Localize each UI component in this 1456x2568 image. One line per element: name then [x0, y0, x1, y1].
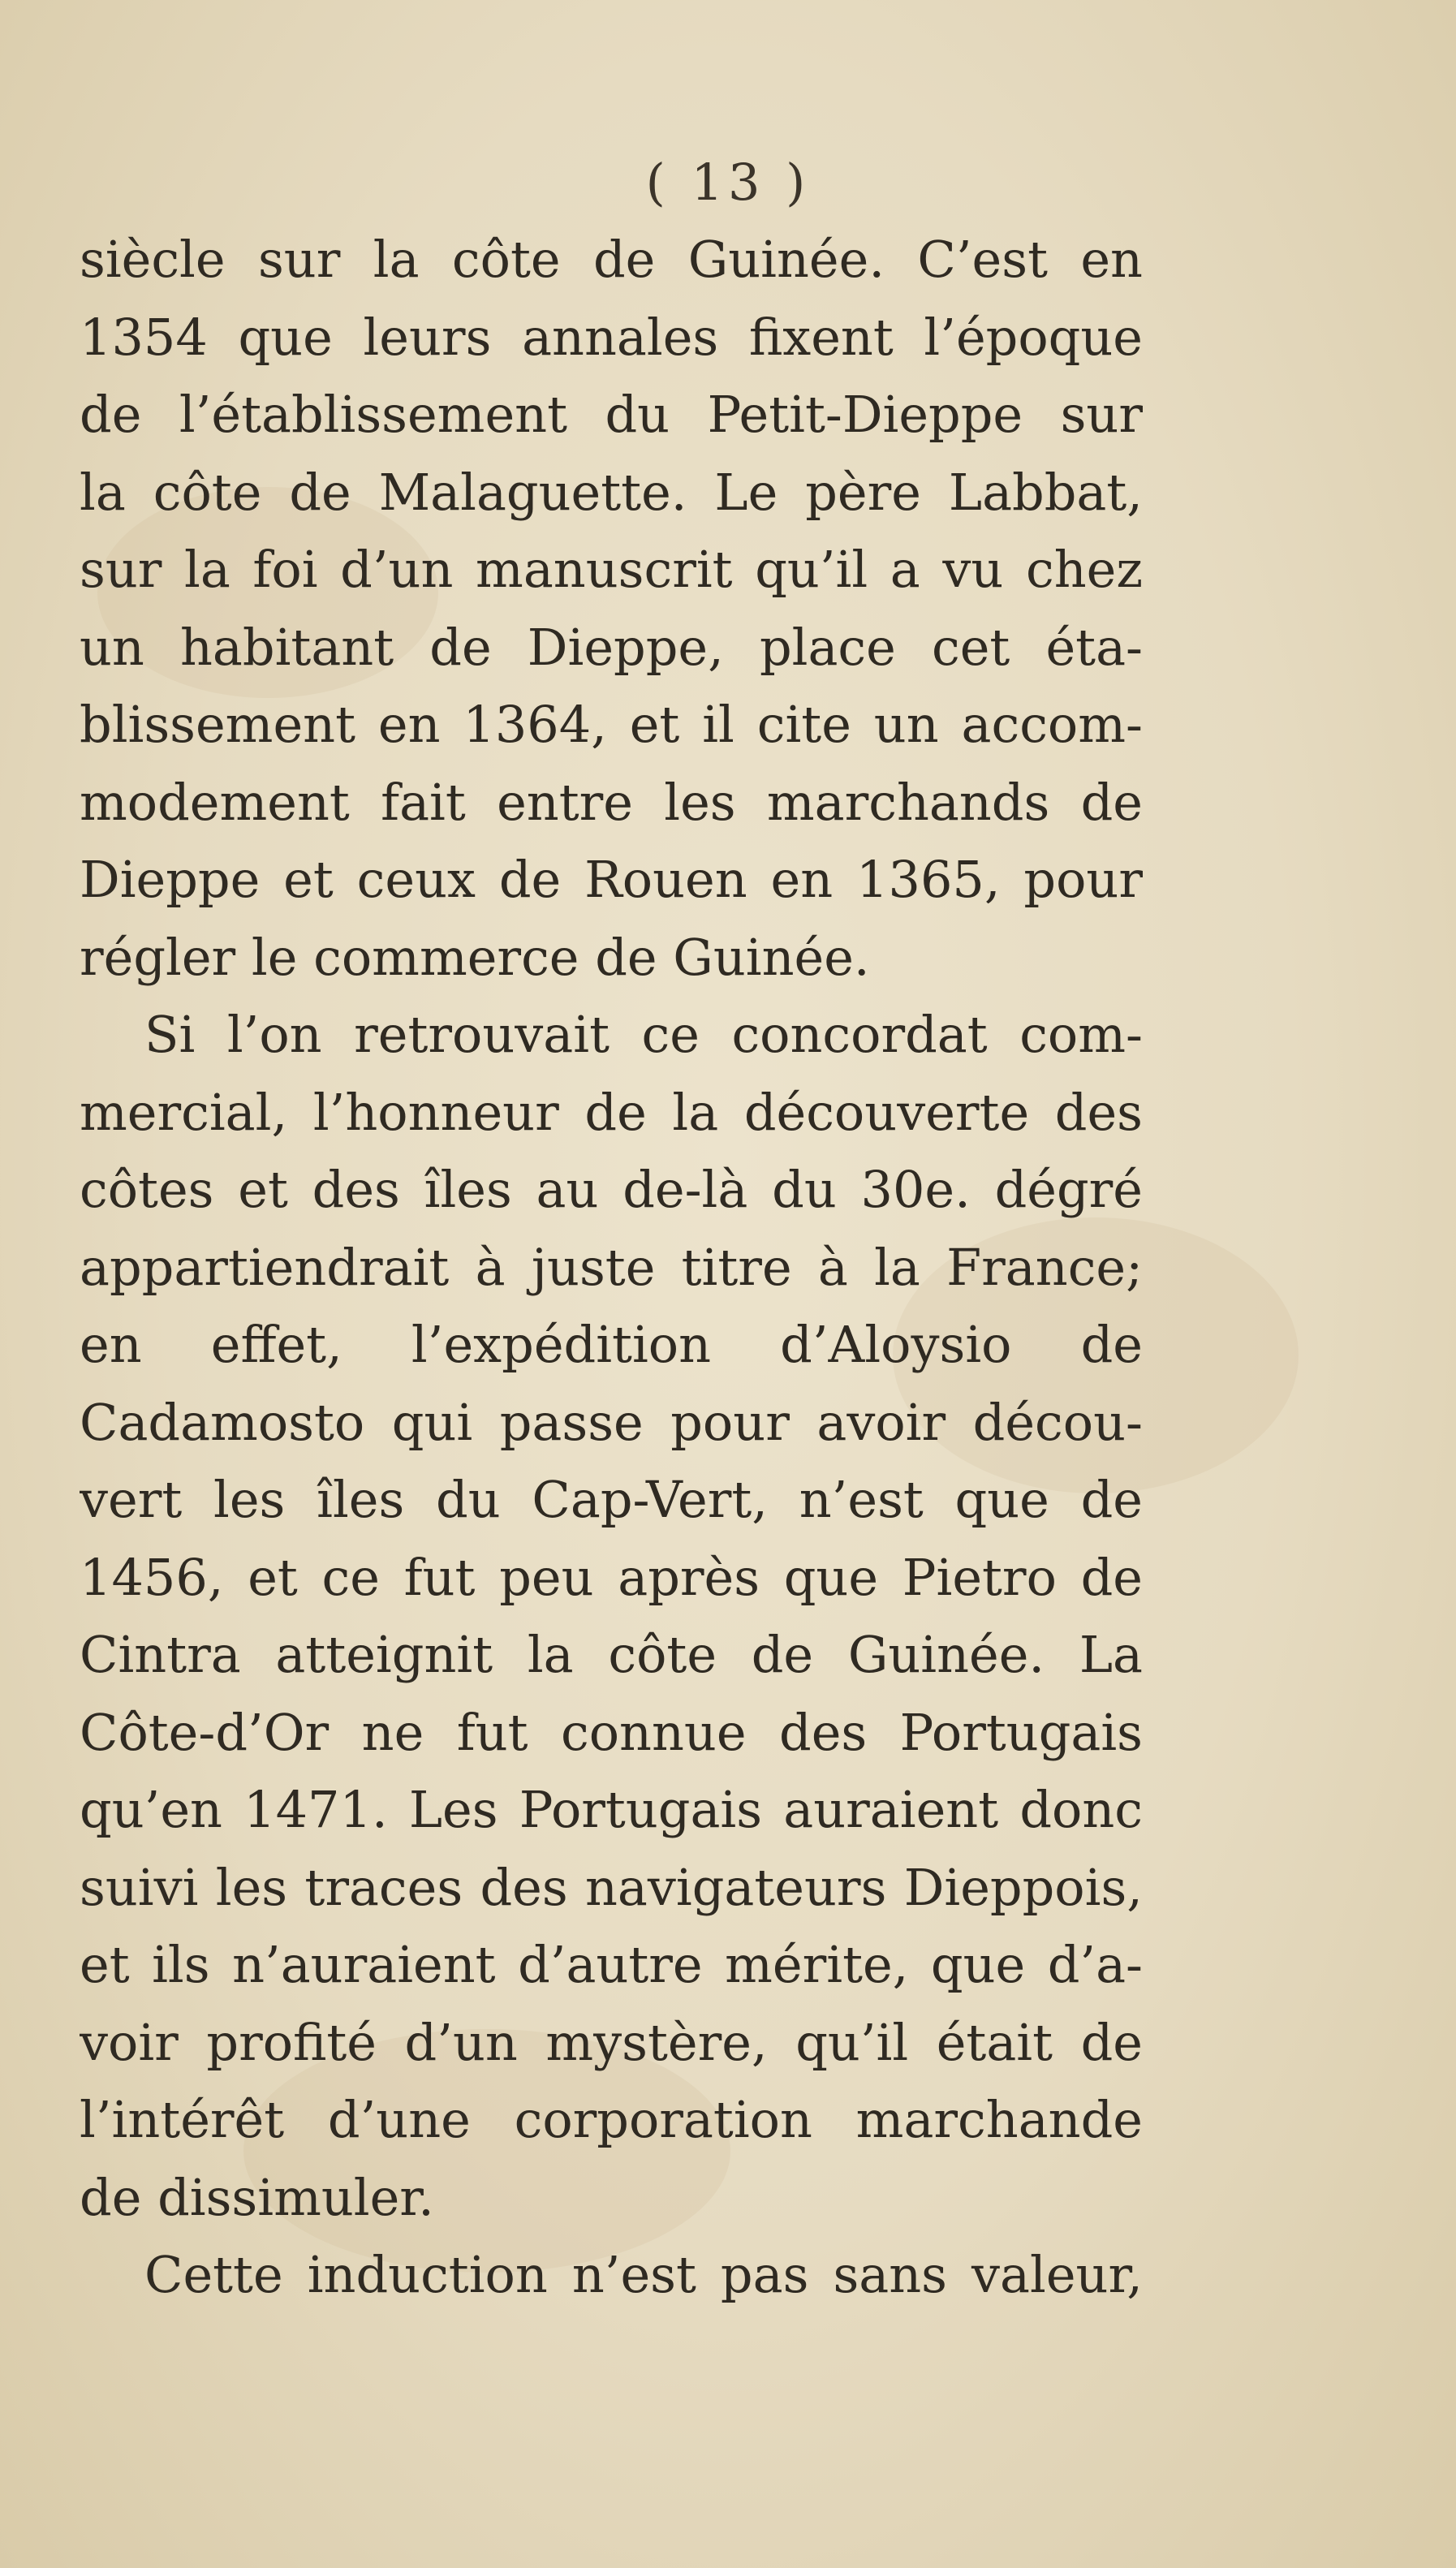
text-line: mercial, l’honneur de la découverte des	[80, 1082, 1143, 1142]
text-line: en effet, l’expédition d’Aloysio de	[80, 1315, 1143, 1374]
text-line: blissement en 1364, et il cite un accom-	[80, 695, 1143, 754]
text-line: siècle sur la côte de Guinée. C’est en	[80, 230, 1143, 289]
text-line: qu’en 1471. Les Portugais auraient donc	[80, 1780, 1143, 1839]
text-line: 1456, et ce fut peu après que Pietro de	[80, 1547, 1143, 1607]
text-line: de dissimuler.	[80, 2167, 434, 2227]
text-line: 1354 que leurs annales fixent l’époque	[80, 307, 1143, 367]
text-line: de l’établissement du Petit-Dieppe sur	[80, 385, 1143, 444]
page-number: ( 13 )	[645, 153, 811, 212]
text-line: un habitant de Dieppe, place cet éta-	[80, 617, 1143, 677]
body-text	[80, 221, 1143, 2314]
text-line: vert les îles du Cap-Vert, n’est que de	[80, 1470, 1143, 1529]
text-line: sur la foi d’un manuscrit qu’il a vu chez	[80, 540, 1143, 599]
text-line: Cadamosto qui passe pour avoir décou-	[80, 1392, 1143, 1452]
text-line: la côte de Malaguette. Le père Labbat,	[80, 462, 1143, 522]
text-line: appartiendrait à juste titre à la France;	[80, 1237, 1143, 1297]
text-line: Si l’on retrouvait ce concordat com-	[144, 1005, 1143, 1064]
text-line: côtes et des îles au de-là du 30e. dégré	[80, 1160, 1143, 1219]
text-line: et ils n’auraient d’autre mérite, que d’a-	[80, 1935, 1143, 1994]
text-line: voir profité d’un mystère, qu’il était de	[80, 2012, 1143, 2072]
text-line: Dieppe et ceux de Rouen en 1365, pour	[80, 850, 1143, 909]
text-line: régler le commerce de Guinée.	[80, 927, 870, 987]
text-line: Cette induction n’est pas sans valeur,	[144, 2245, 1143, 2304]
text-line: suivi les traces des navigateurs Dieppois,	[80, 1857, 1143, 1917]
text-line: Côte-d’Or ne fut connue des Portugais	[80, 1702, 1143, 1762]
text-line: modement fait entre les marchands de	[80, 772, 1143, 832]
text-line: l’intérêt d’une corporation marchande	[80, 2090, 1143, 2149]
text-line: Cintra atteignit la côte de Guinée. La	[80, 1625, 1143, 1684]
